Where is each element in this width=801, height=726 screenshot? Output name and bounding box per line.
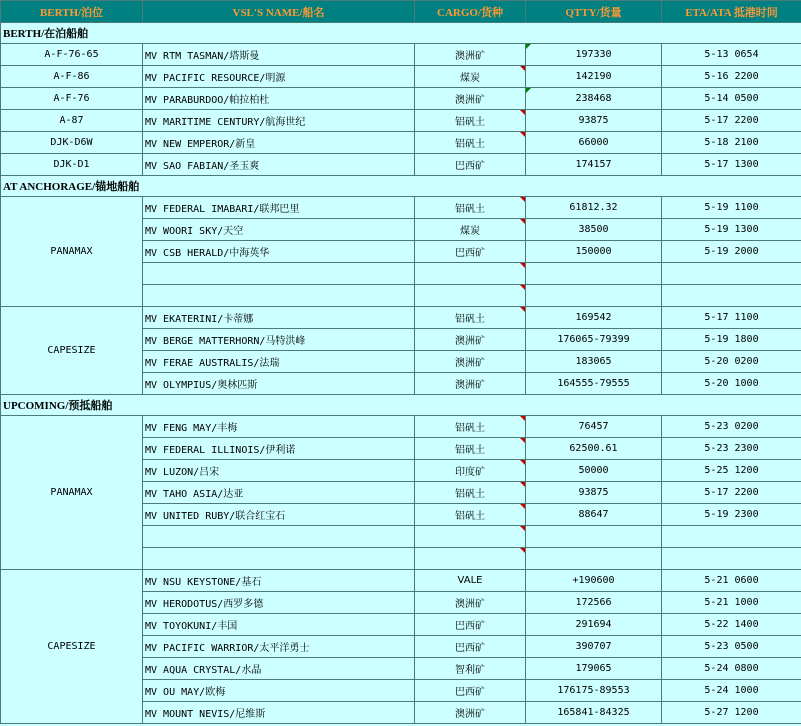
quantity-cell (526, 197, 662, 219)
vessel-name-cell: MV BERGE MATTERHORN/马特洪峰 (143, 329, 415, 351)
cargo-cell (415, 526, 526, 548)
quantity-cell (526, 570, 662, 592)
section-title: AT ANCHORAGE/锚地船舶 (1, 176, 801, 197)
vessel-name-cell: MV FEDERAL IMABARI/联邦巴里 (143, 197, 415, 219)
cargo-cell (415, 680, 526, 702)
quantity-value: 66000 (578, 137, 609, 148)
quantity-cell (526, 460, 662, 482)
cargo-label: 澳洲矿 (455, 380, 485, 391)
cargo-cell (415, 110, 526, 132)
table-row[interactable] (1, 88, 801, 110)
quantity-cell (526, 132, 662, 154)
quantity-cell (526, 548, 662, 570)
comment-marker-icon[interactable] (520, 66, 525, 71)
cargo-label: 铝矾土 (455, 445, 485, 456)
cargo-label: 巴西矿 (455, 687, 485, 698)
comment-marker-icon[interactable] (520, 197, 525, 202)
vessel-name-cell: MV AQUA CRYSTAL/水晶 (143, 658, 415, 680)
cargo-cell (415, 548, 526, 570)
eta-cell: 5-23 2300 (662, 438, 801, 460)
vessel-name-cell: MV HERODOTUS/西罗多德 (143, 592, 415, 614)
cargo-cell (415, 702, 526, 724)
cargo-cell (415, 132, 526, 154)
eta-cell: 5-16 2200 (662, 66, 801, 88)
eta-cell: 5-21 1000 (662, 592, 801, 614)
quantity-cell (526, 482, 662, 504)
quantity-value: 93875 (578, 115, 609, 126)
quantity-cell (526, 351, 662, 373)
header-eta: ETA/ATA 抵港时间 (662, 1, 801, 23)
quantity-value: 176065-79399 (557, 334, 630, 345)
cargo-cell (415, 351, 526, 373)
cargo-cell (415, 241, 526, 263)
table-row[interactable] (1, 197, 801, 219)
quantity-value: 62500.61 (569, 443, 618, 454)
cargo-label: 澳洲矿 (455, 336, 485, 347)
eta-cell: 5-21 0600 (662, 570, 801, 592)
quantity-value: 172566 (575, 597, 612, 608)
quantity-value: 142190 (575, 71, 612, 82)
table-row[interactable] (1, 570, 801, 592)
quantity-cell (526, 154, 662, 176)
quantity-cell (526, 88, 662, 110)
quantity-value: 390707 (575, 641, 612, 652)
quantity-value: 76457 (578, 421, 609, 432)
quantity-cell (526, 658, 662, 680)
quantity-value: 197330 (575, 49, 612, 60)
eta-cell (662, 548, 801, 570)
eta-cell: 5-24 0800 (662, 658, 801, 680)
cargo-label: 煤炭 (460, 226, 480, 237)
cargo-cell (415, 482, 526, 504)
section-title: UPCOMING/预抵船舶 (1, 395, 801, 416)
cargo-label: 铝矾土 (455, 489, 485, 500)
comment-marker-icon[interactable] (520, 526, 525, 531)
quantity-cell (526, 373, 662, 395)
eta-cell: 5-18 2100 (662, 132, 801, 154)
header-row (1, 1, 801, 23)
cargo-cell (415, 592, 526, 614)
quantity-value: 88647 (578, 509, 609, 520)
cargo-label: 巴西矿 (455, 621, 485, 632)
quantity-value: 183065 (575, 356, 612, 367)
quantity-cell (526, 285, 662, 307)
quantity-value: 291694 (575, 619, 612, 630)
vessel-name-cell: MV UNITED RUBY/联合红宝石 (143, 504, 415, 526)
cargo-cell (415, 285, 526, 307)
quantity-cell (526, 307, 662, 329)
berth-cell: A-F-76-65 (1, 44, 143, 66)
quantity-cell (526, 614, 662, 636)
eta-cell (662, 526, 801, 548)
comment-marker-icon[interactable] (520, 460, 525, 465)
quantity-value: 150000 (575, 246, 612, 257)
cargo-cell (415, 636, 526, 658)
quantity-cell (526, 263, 662, 285)
cargo-cell (415, 219, 526, 241)
eta-cell: 5-14 0500 (662, 88, 801, 110)
cargo-label: 巴西矿 (455, 248, 485, 259)
error-indicator-icon[interactable] (526, 44, 531, 49)
quantity-value: 164555-79555 (557, 378, 630, 389)
cargo-label: 澳洲矿 (455, 358, 485, 369)
eta-cell: 5-24 1000 (662, 680, 801, 702)
quantity-value: 238468 (575, 93, 612, 104)
vessel-name-cell: MV CSB HERALD/中海英华 (143, 241, 415, 263)
quantity-cell (526, 329, 662, 351)
cargo-cell (415, 66, 526, 88)
header-vessel-name: VSL'S NAME/船名 (143, 1, 415, 23)
eta-cell: 5-17 2200 (662, 482, 801, 504)
vessel-name-cell (143, 263, 415, 285)
cargo-cell (415, 460, 526, 482)
header-berth: BERTH/泊位 (1, 1, 143, 23)
cargo-cell (415, 614, 526, 636)
quantity-value: 61812.32 (569, 202, 618, 213)
cargo-label: 铝矾土 (455, 204, 485, 215)
vessel-name-cell: MV MARITIME CENTURY/航海世纪 (143, 110, 415, 132)
quantity-cell (526, 526, 662, 548)
comment-marker-icon[interactable] (520, 438, 525, 443)
table-row[interactable] (1, 416, 801, 438)
vessel-name-cell: MV SAO FABIAN/圣玉爽 (143, 154, 415, 176)
vessel-name-cell: MV FENG MAY/丰梅 (143, 416, 415, 438)
cargo-label: 澳洲矿 (455, 599, 485, 610)
table-row[interactable] (1, 44, 801, 66)
cargo-label: 巴西矿 (455, 643, 485, 654)
vessel-name-cell: MV RTM TASMAN/塔斯曼 (143, 44, 415, 66)
cargo-cell (415, 307, 526, 329)
comment-marker-icon[interactable] (520, 219, 525, 224)
vessel-name-cell: MV TOYOKUNI/丰国 (143, 614, 415, 636)
vessel-size-group: PANAMAX (1, 416, 143, 570)
quantity-cell (526, 416, 662, 438)
comment-marker-icon[interactable] (520, 548, 525, 553)
comment-marker-icon[interactable] (520, 416, 525, 421)
cargo-label: 巴西矿 (455, 161, 485, 172)
schedule-body (1, 23, 801, 724)
quantity-cell (526, 636, 662, 658)
quantity-cell (526, 44, 662, 66)
quantity-value: 174157 (575, 159, 612, 170)
quantity-cell (526, 241, 662, 263)
cargo-label: 铝矾土 (455, 314, 485, 325)
table-row[interactable] (1, 110, 801, 132)
vessel-name-cell (143, 285, 415, 307)
berth-cell: A-87 (1, 110, 143, 132)
cargo-cell (415, 658, 526, 680)
eta-cell: 5-23 0500 (662, 636, 801, 658)
cargo-label: 铝矾土 (455, 117, 485, 128)
eta-cell: 5-20 0200 (662, 351, 801, 373)
table-row[interactable] (1, 307, 801, 329)
cargo-label: 智利矿 (455, 665, 485, 676)
cargo-label: VALE (457, 575, 483, 586)
berth-cell: A-F-86 (1, 66, 143, 88)
vessel-name-cell: MV EKATERINI/卡蒂娜 (143, 307, 415, 329)
vessel-name-cell: MV WOORI SKY/天空 (143, 219, 415, 241)
cargo-cell (415, 570, 526, 592)
berth-cell: A-F-76 (1, 88, 143, 110)
eta-cell: 5-20 1000 (662, 373, 801, 395)
eta-cell (662, 263, 801, 285)
comment-marker-icon[interactable] (520, 482, 525, 487)
vessel-name-cell: MV TAHO ASIA/达亚 (143, 482, 415, 504)
comment-marker-icon[interactable] (520, 132, 525, 137)
cargo-cell (415, 373, 526, 395)
header-cargo: CARGO/货种 (415, 1, 526, 23)
quantity-value: 50000 (578, 465, 609, 476)
quantity-value: 165841-84325 (557, 707, 630, 718)
comment-marker-icon[interactable] (520, 263, 525, 268)
eta-cell: 5-19 1100 (662, 197, 801, 219)
cargo-label: 铝矾土 (455, 511, 485, 522)
vessel-name-cell: MV NSU KEYSTONE/基石 (143, 570, 415, 592)
vessel-name-cell: MV PACIFIC RESOURCE/明源 (143, 66, 415, 88)
vessel-size-group: CAPESIZE (1, 307, 143, 395)
vessel-name-cell: MV OLYMPIUS/奥林匹斯 (143, 373, 415, 395)
vessel-size-group: CAPESIZE (1, 570, 143, 724)
header-quantity: QTTY/货量 (526, 1, 662, 23)
vessel-name-cell (143, 526, 415, 548)
section-title: BERTH/在泊船舶 (1, 23, 801, 44)
comment-marker-icon[interactable] (520, 307, 525, 312)
vessel-name-cell: MV NEW EMPEROR/新皇 (143, 132, 415, 154)
quantity-value: 93875 (578, 487, 609, 498)
eta-cell: 5-25 1200 (662, 460, 801, 482)
eta-cell: 5-19 1800 (662, 329, 801, 351)
vessel-name-cell: MV MOUNT NEVIS/尼维斯 (143, 702, 415, 724)
vessel-name-cell: MV LUZON/吕宋 (143, 460, 415, 482)
eta-cell: 5-17 2200 (662, 110, 801, 132)
vessel-name-cell: MV FERAE AUSTRALIS/法瑞 (143, 351, 415, 373)
quantity-cell (526, 66, 662, 88)
cargo-label: 煤炭 (460, 73, 480, 84)
eta-cell: 5-27 1200 (662, 702, 801, 724)
cargo-cell (415, 438, 526, 460)
berth-cell: DJK-D1 (1, 154, 143, 176)
eta-cell: 5-19 2300 (662, 504, 801, 526)
cargo-label: 铝矾土 (455, 139, 485, 150)
error-indicator-icon[interactable] (526, 88, 531, 93)
quantity-value: +190600 (572, 575, 615, 586)
quantity-value: 179065 (575, 663, 612, 674)
cargo-label: 印度矿 (455, 467, 485, 478)
cargo-cell (415, 263, 526, 285)
comment-marker-icon[interactable] (520, 504, 525, 509)
quantity-cell (526, 592, 662, 614)
cargo-label: 澳洲矿 (455, 51, 485, 62)
eta-cell: 5-17 1100 (662, 307, 801, 329)
quantity-cell (526, 219, 662, 241)
table-row[interactable] (1, 132, 801, 154)
vessel-name-cell: MV PACIFIC WARRIOR/太平洋勇士 (143, 636, 415, 658)
vessel-size-group: PANAMAX (1, 197, 143, 307)
section-header-row (1, 176, 801, 197)
vessel-name-cell: MV FEDERAL ILLINOIS/伊利诺 (143, 438, 415, 460)
vessel-name-cell (143, 548, 415, 570)
cargo-cell (415, 88, 526, 110)
cargo-cell (415, 416, 526, 438)
quantity-cell (526, 680, 662, 702)
section-header-row (1, 23, 801, 44)
eta-cell: 5-17 1300 (662, 154, 801, 176)
cargo-label: 澳洲矿 (455, 95, 485, 106)
vessel-name-cell: MV OU MAY/欧梅 (143, 680, 415, 702)
cargo-label: 澳洲矿 (455, 709, 485, 720)
eta-cell: 5-22 1400 (662, 614, 801, 636)
eta-cell (662, 285, 801, 307)
eta-cell: 5-19 2000 (662, 241, 801, 263)
vessel-name-cell: MV PARABURDOO/帕拉柏杜 (143, 88, 415, 110)
berth-cell: DJK-D6W (1, 132, 143, 154)
comment-marker-icon[interactable] (520, 110, 525, 115)
quantity-value: 176175-89553 (557, 685, 630, 696)
comment-marker-icon[interactable] (520, 285, 525, 290)
table-row[interactable] (1, 154, 801, 176)
quantity-value: 38500 (578, 224, 609, 235)
cargo-cell (415, 329, 526, 351)
section-header-row (1, 395, 801, 416)
cargo-cell (415, 197, 526, 219)
quantity-value: 169542 (575, 312, 612, 323)
quantity-cell (526, 504, 662, 526)
quantity-cell (526, 110, 662, 132)
cargo-cell (415, 504, 526, 526)
quantity-cell (526, 438, 662, 460)
eta-cell: 5-23 0200 (662, 416, 801, 438)
table-row[interactable] (1, 66, 801, 88)
quantity-cell (526, 702, 662, 724)
eta-cell: 5-19 1300 (662, 219, 801, 241)
cargo-cell (415, 154, 526, 176)
eta-cell: 5-13 0654 (662, 44, 801, 66)
cargo-cell (415, 44, 526, 66)
cargo-label: 铝矾土 (455, 423, 485, 434)
